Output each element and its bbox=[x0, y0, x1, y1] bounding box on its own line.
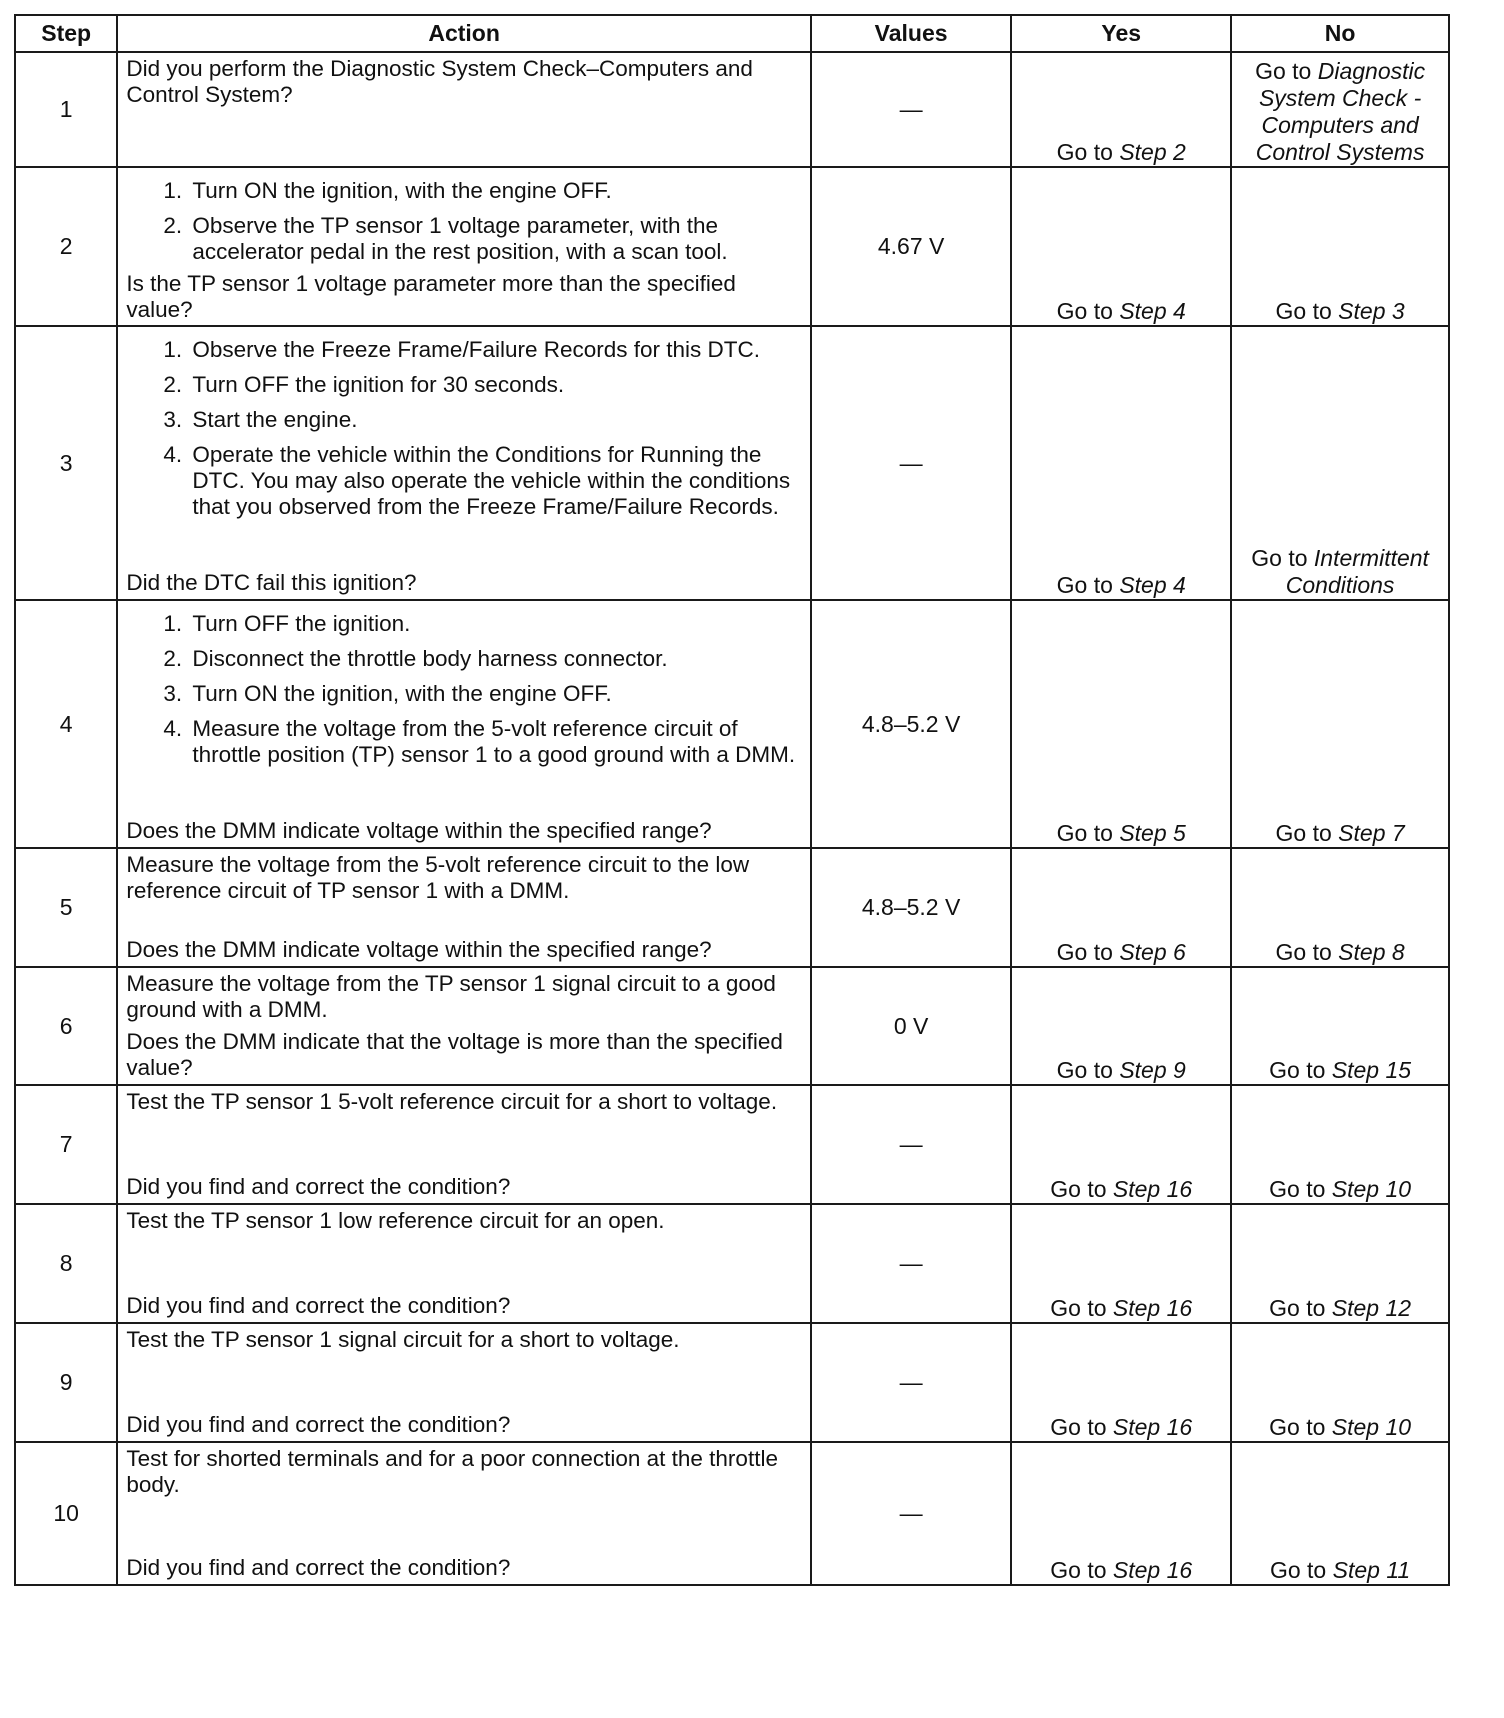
action-steps bbox=[126, 611, 802, 774]
action-cell bbox=[117, 167, 811, 326]
yes-target-link[interactable]: Step 5 bbox=[1119, 820, 1186, 846]
action-step-item: 2. Observe the TP sensor 1 voltage parameter, with the accelerator pedal in the rest position, with a scan tool. bbox=[188, 213, 802, 265]
table-row bbox=[15, 1085, 1449, 1204]
no-prefix: Go to bbox=[1275, 939, 1332, 965]
yes-target-link[interactable]: Step 4 bbox=[1119, 298, 1186, 324]
yes-cell bbox=[1011, 967, 1231, 1085]
step-number: 7 bbox=[15, 1085, 117, 1204]
action-step-item: 1. Observe the Freeze Frame/Failure Records for this DTC. bbox=[188, 337, 802, 363]
no-prefix: Go to bbox=[1269, 1295, 1326, 1321]
step-number: 10 bbox=[15, 1442, 117, 1585]
no-target-link[interactable]: Step 10 bbox=[1331, 1414, 1412, 1440]
no-prefix: Go to bbox=[1269, 1557, 1327, 1583]
no-target-link[interactable]: Step 3 bbox=[1338, 298, 1405, 324]
yes-target-link[interactable]: Step 16 bbox=[1112, 1295, 1193, 1321]
header-yes: Yes bbox=[1011, 15, 1231, 52]
header-no: No bbox=[1231, 15, 1449, 52]
no-cell bbox=[1231, 167, 1449, 326]
value-text: 4.8–5.2 V bbox=[861, 894, 961, 920]
value-cell bbox=[811, 52, 1011, 167]
yes-prefix: Go to bbox=[1050, 1295, 1107, 1321]
header-action: Action bbox=[117, 15, 811, 52]
action-step-item: 3. Start the engine. bbox=[188, 407, 802, 433]
no-cell bbox=[1231, 1442, 1449, 1585]
no-cell bbox=[1231, 1204, 1449, 1323]
no-cell bbox=[1231, 1323, 1449, 1442]
yes-target-link[interactable]: Step 2 bbox=[1119, 139, 1186, 165]
no-cell bbox=[1231, 600, 1449, 848]
no-target-link[interactable]: Step 11 bbox=[1332, 1557, 1411, 1583]
no-prefix: Go to bbox=[1269, 1057, 1326, 1083]
action-instruction: Measure the voltage from the TP sensor 1 signal circuit to a good ground with a DMM. bbox=[126, 971, 776, 1022]
yes-cell bbox=[1011, 52, 1231, 167]
table-row bbox=[15, 848, 1449, 967]
no-target-link[interactable]: Intermittent Conditions bbox=[1285, 545, 1429, 598]
action-steps bbox=[126, 178, 802, 271]
value-cell bbox=[811, 167, 1011, 326]
value-text: — bbox=[899, 1369, 923, 1395]
value-text: — bbox=[899, 1500, 923, 1526]
action-question: Does the DMM indicate voltage within the specified range? bbox=[126, 937, 712, 962]
no-cell bbox=[1231, 52, 1449, 167]
action-step-item: 4. Operate the vehicle within the Conditions for Running the DTC. You may also operate the vehicle within the conditions that you observed from the Freeze Frame/Failure Records. bbox=[188, 442, 802, 520]
yes-cell bbox=[1011, 326, 1231, 600]
yes-cell bbox=[1011, 1442, 1231, 1585]
yes-target-link[interactable]: Step 16 bbox=[1112, 1414, 1193, 1440]
value-cell bbox=[811, 600, 1011, 848]
yes-target-link[interactable]: Step 6 bbox=[1119, 939, 1186, 965]
table-row bbox=[15, 167, 1449, 326]
action-instruction: Test for shorted terminals and for a poor connection at the throttle body. bbox=[126, 1446, 778, 1497]
action-instruction: Test the TP sensor 1 low reference circuit for an open. bbox=[126, 1208, 665, 1233]
action-cell bbox=[117, 967, 811, 1085]
no-cell bbox=[1231, 326, 1449, 600]
action-instruction: Did you perform the Diagnostic System Check–Computers and Control System? bbox=[126, 56, 753, 107]
action-step-item: 1. Turn ON the ignition, with the engine OFF. bbox=[188, 178, 802, 204]
diagnostic-table bbox=[14, 14, 1450, 1586]
header-row bbox=[15, 15, 1449, 52]
header-step: Step bbox=[15, 15, 117, 52]
value-cell bbox=[811, 1323, 1011, 1442]
value-cell bbox=[811, 848, 1011, 967]
table-row bbox=[15, 1323, 1449, 1442]
table-row bbox=[15, 1204, 1449, 1323]
step-number: 5 bbox=[15, 848, 117, 967]
action-question: Does the DMM indicate voltage within the specified range? bbox=[126, 818, 712, 843]
no-prefix: Go to bbox=[1275, 820, 1332, 846]
action-cell bbox=[117, 52, 811, 167]
value-text: — bbox=[899, 1250, 923, 1276]
yes-prefix: Go to bbox=[1050, 1414, 1107, 1440]
table-row bbox=[15, 1442, 1449, 1585]
no-prefix: Go to bbox=[1251, 545, 1308, 571]
yes-target-link[interactable]: Step 16 bbox=[1112, 1557, 1193, 1583]
step-number: 9 bbox=[15, 1323, 117, 1442]
step-number: 3 bbox=[15, 326, 117, 600]
no-cell bbox=[1231, 848, 1449, 967]
value-cell bbox=[811, 1442, 1011, 1585]
yes-prefix: Go to bbox=[1056, 820, 1113, 846]
value-cell bbox=[811, 1204, 1011, 1323]
value-text: 0 V bbox=[893, 1012, 929, 1039]
action-cell bbox=[117, 848, 811, 967]
yes-cell bbox=[1011, 600, 1231, 848]
no-target-link[interactable]: Step 8 bbox=[1338, 939, 1405, 965]
table-row bbox=[15, 600, 1449, 848]
no-prefix: Go to bbox=[1269, 1176, 1326, 1202]
yes-prefix: Go to bbox=[1050, 1176, 1107, 1202]
value-text: — bbox=[899, 96, 923, 122]
yes-prefix: Go to bbox=[1056, 572, 1113, 598]
action-step-item: 2. Disconnect the throttle body harness connector. bbox=[188, 646, 802, 672]
action-question: Did you find and correct the condition? bbox=[126, 1293, 511, 1318]
action-step-item: 2. Turn OFF the ignition for 30 seconds. bbox=[188, 372, 802, 398]
action-instruction: Measure the voltage from the 5-volt reference circuit to the low reference circuit of TP sensor 1 with a DMM. bbox=[126, 852, 750, 903]
yes-target-link[interactable]: Step 16 bbox=[1112, 1176, 1193, 1202]
yes-prefix: Go to bbox=[1050, 1557, 1107, 1583]
yes-target-link[interactable]: Step 4 bbox=[1119, 572, 1186, 598]
value-text: — bbox=[899, 1131, 923, 1157]
yes-cell bbox=[1011, 1323, 1231, 1442]
table-row bbox=[15, 326, 1449, 600]
action-step-item: 4. Measure the voltage from the 5-volt reference circuit of throttle position (TP) sensor 1 to a good ground with a DMM. bbox=[188, 716, 802, 768]
step-number: 6 bbox=[15, 967, 117, 1085]
action-question: Does the DMM indicate that the voltage is more than the specified value? bbox=[126, 1029, 783, 1080]
step-number: 8 bbox=[15, 1204, 117, 1323]
action-cell bbox=[117, 600, 811, 848]
yes-target-link[interactable]: Step 9 bbox=[1119, 1057, 1186, 1083]
step-number: 2 bbox=[15, 167, 117, 326]
no-target-link[interactable]: Step 7 bbox=[1338, 820, 1405, 846]
no-prefix: Go to bbox=[1269, 1414, 1326, 1440]
action-step-item: 3. Turn ON the ignition, with the engine OFF. bbox=[188, 681, 802, 707]
table-body bbox=[15, 52, 1449, 1585]
action-question: Did you find and correct the condition? bbox=[126, 1412, 511, 1437]
value-cell bbox=[811, 326, 1011, 600]
action-question: Did you find and correct the condition? bbox=[126, 1174, 511, 1199]
yes-cell bbox=[1011, 1204, 1231, 1323]
table-row bbox=[15, 52, 1449, 167]
action-question: Did you find and correct the condition? bbox=[126, 1555, 511, 1580]
value-text: 4.67 V bbox=[877, 233, 945, 259]
value-cell bbox=[811, 1085, 1011, 1204]
action-question: Did the DTC fail this ignition? bbox=[126, 570, 417, 595]
action-step-item: 1. Turn OFF the ignition. bbox=[188, 611, 802, 637]
no-target-link[interactable]: Step 15 bbox=[1331, 1057, 1412, 1083]
action-cell bbox=[117, 1323, 811, 1442]
value-text: — bbox=[899, 449, 923, 476]
no-cell bbox=[1231, 967, 1449, 1085]
yes-prefix: Go to bbox=[1056, 939, 1113, 965]
yes-prefix: Go to bbox=[1056, 1057, 1113, 1083]
yes-prefix: Go to bbox=[1056, 139, 1113, 165]
no-target-link[interactable]: Step 10 bbox=[1331, 1176, 1412, 1202]
header-values: Values bbox=[811, 15, 1011, 52]
action-steps bbox=[126, 337, 802, 526]
step-number: 4 bbox=[15, 600, 117, 848]
action-cell bbox=[117, 1085, 811, 1204]
value-cell bbox=[811, 967, 1011, 1085]
no-cell bbox=[1231, 1085, 1449, 1204]
yes-cell bbox=[1011, 167, 1231, 326]
action-cell bbox=[117, 1204, 811, 1323]
yes-cell bbox=[1011, 848, 1231, 967]
yes-cell bbox=[1011, 1085, 1231, 1204]
no-prefix: Go to bbox=[1275, 298, 1332, 324]
no-target-link[interactable]: Step 12 bbox=[1331, 1295, 1412, 1321]
action-cell bbox=[117, 1442, 811, 1585]
action-question: Is the TP sensor 1 voltage parameter more than the specified value? bbox=[126, 271, 736, 322]
step-number: 1 bbox=[15, 52, 117, 167]
table-row bbox=[15, 967, 1449, 1085]
action-instruction: Test the TP sensor 1 5-volt reference circuit for a short to voltage. bbox=[126, 1089, 778, 1114]
action-instruction: Test the TP sensor 1 signal circuit for a short to voltage. bbox=[126, 1327, 680, 1352]
yes-prefix: Go to bbox=[1056, 298, 1113, 324]
no-prefix: Go to bbox=[1255, 58, 1312, 84]
action-cell bbox=[117, 326, 811, 600]
no-target-link[interactable]: Diagnostic System Check - Computers and Control Systems bbox=[1255, 58, 1426, 165]
value-text: 4.8–5.2 V bbox=[861, 710, 961, 737]
